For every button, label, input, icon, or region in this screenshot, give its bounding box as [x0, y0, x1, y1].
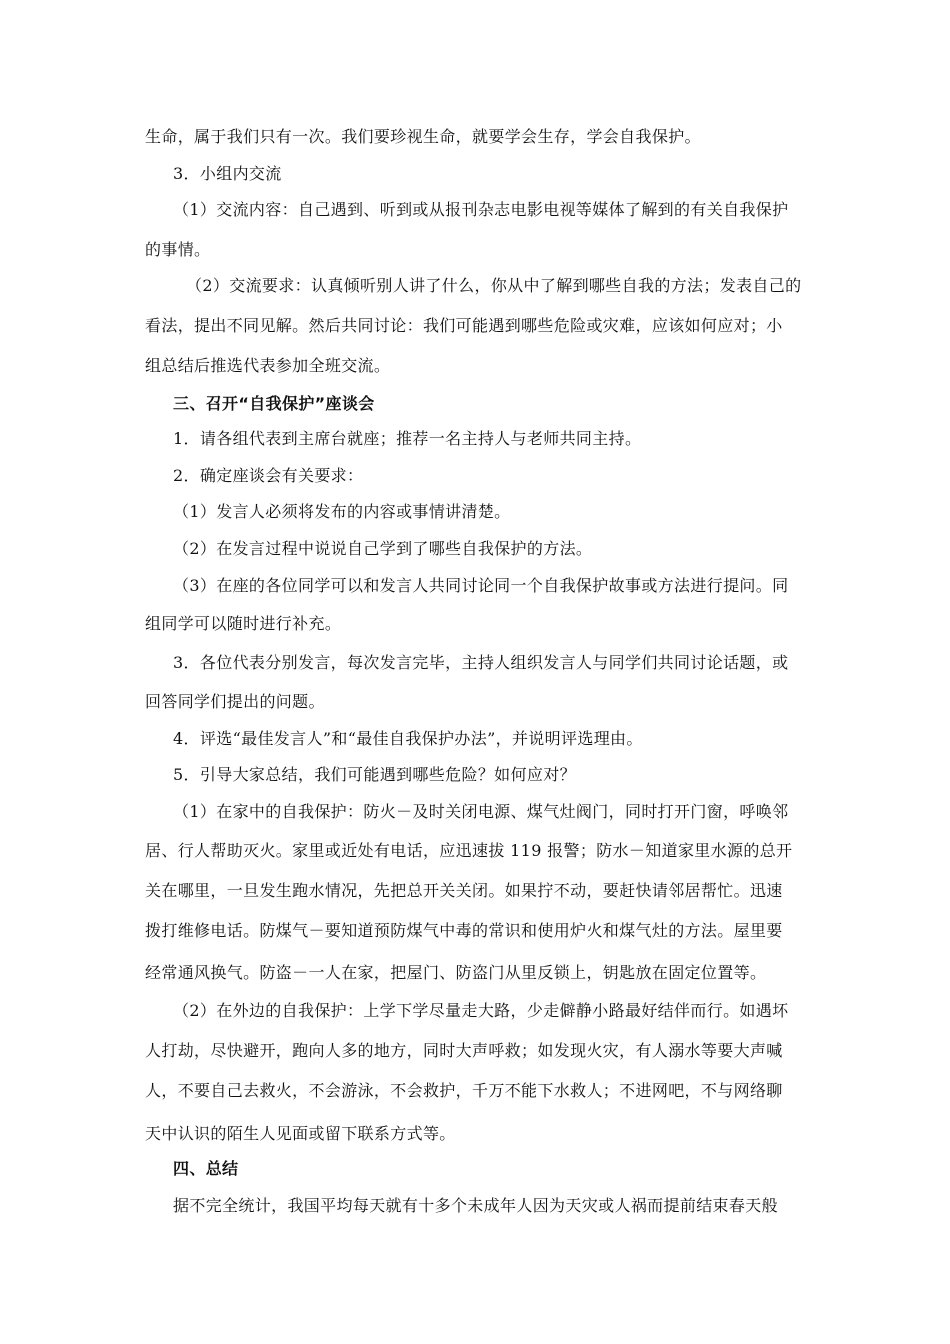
text-line: 组总结后推选代表参加全班交流。: [145, 356, 391, 375]
text-line: 天中认识的陌生人见面或留下联系方式等。: [145, 1124, 456, 1143]
section-item: 2．确定座谈会有关要求：: [173, 466, 364, 485]
text-line: 关在哪里，一旦发生跑水情况，先把总开关关闭。如果拧不动，要赶快请邻居帮忙。迅速: [145, 881, 783, 900]
text-line: 回答同学们提出的问题。: [145, 692, 325, 711]
text-line: 经常通风换气。防盗－一人在家，把屋门、防盗门从里反锁上，钥匙放在固定位置等。: [145, 963, 767, 982]
section-heading: 四、总结: [173, 1159, 239, 1178]
text-line: （2）在发言过程中说说自己学到了哪些自我保护的方法。: [173, 539, 593, 558]
text-line: （1）交流内容：自己遇到、听到或从报刊杂志电影电视等媒体了解到的有关自我保护: [173, 200, 789, 219]
section-item: 4．评选“最佳发言人”和“最佳自我保护办法”，并说明评选理由。: [173, 729, 643, 748]
text-line: 拨打维修电话。防煤气－要知道预防煤气中毒的常识和使用炉火和煤气灶的方法。屋里要: [145, 921, 783, 940]
text-line: 组同学可以随时进行补充。: [145, 614, 342, 633]
section-heading: 三、召开“自我保护”座谈会: [173, 394, 375, 413]
section-item: 1．请各组代表到主席台就座；推荐一名主持人与老师共同主持。: [173, 429, 642, 448]
text-line: （1）发言人必须将发布的内容或事情讲清楚。: [173, 502, 511, 521]
text-line: 人，不要自己去救火，不会游泳，不会救护，千万不能下水救人；不进网吧，不与网络聊: [145, 1081, 783, 1100]
section-item: 3．小组内交流: [173, 164, 282, 183]
text-line: （3）在座的各位同学可以和发言人共同讨论同一个自我保护故事或方法进行提问。同: [173, 576, 789, 595]
text-line: （1）在家中的自我保护：防火－及时关闭电源、煤气灶阀门，同时打开门窗，呼唤邻: [173, 802, 789, 821]
section-item: 3．各位代表分别发言，每次发言完毕，主持人组织发言人与同学们共同讨论话题，或: [173, 653, 789, 672]
text-line: （2）在外边的自我保护：上学下学尽量走大路，少走僻静小路最好结伴而行。如遇坏: [173, 1001, 789, 1020]
text-line: 的事情。: [145, 240, 211, 259]
text-line: （2）交流要求：认真倾听别人讲了什么，你从中了解到哪些自我的方法；发表自己的: [186, 276, 802, 295]
text-line: 居、行人帮助灭火。家里或近处有电话，应迅速拔 119 报警；防水－知道家里水源的总开: [145, 841, 793, 860]
section-item: 5．引导大家总结，我们可能遇到哪些危险？如何应对？: [173, 765, 576, 784]
text-line: 据不完全统计，我国平均每天就有十多个未成年人因为天灾或人祸而提前结束春天般: [173, 1196, 778, 1215]
text-line: 生命，属于我们只有一次。我们要珍视生命，就要学会生存，学会自我保护。: [145, 127, 701, 146]
text-line: 看法，提出不同见解。然后共同讨论：我们可能遇到哪些危险或灾难，应该如何应对；小: [145, 316, 783, 335]
text-line: 人打劫，尽快避开，跑向人多的地方，同时大声呼救；如发现火灾，有人溺水等要大声喊: [145, 1041, 783, 1060]
